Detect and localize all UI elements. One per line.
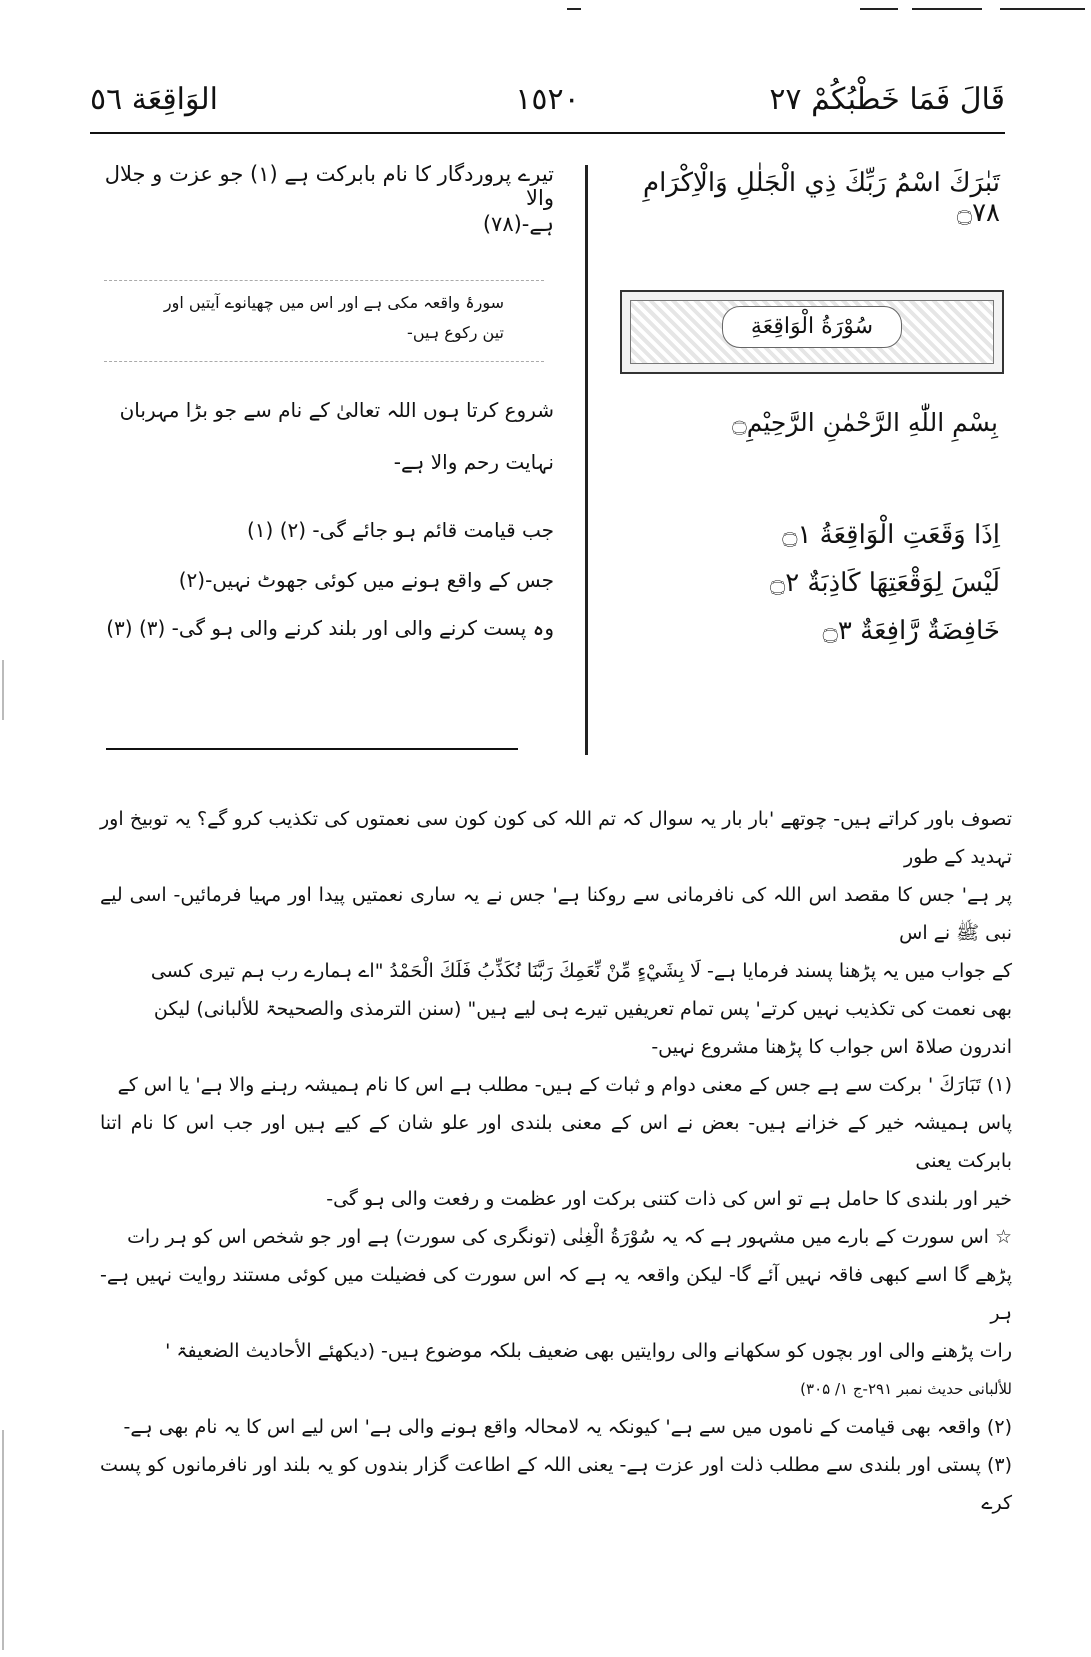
note-line: پر ہے' جس کا مقصد اس اللہ کی نافرمانی سے روکنا ہے' جس نے یہ ساری نعمتیں پیدا اور مہیا فرمائیں- اسی لیے نبی ﷺ نے اس — [100, 884, 1012, 944]
note-line: بھی نعمت کی تکذیب نہیں کرتے' پس تمام تعریفیں تیرے ہی لیے ہیں" (سنن الترمذی والصحیحۃ للألبانی) لیکن — [153, 998, 1012, 1020]
note-line: تصوف باور کراتے ہیں- چوتھے 'بار بار یہ سوال کہ تم اللہ کی کون کون سی نعمتوں کی تکذیب کرو گے؟ یہ توبیخ اور تہدید کے طور — [100, 808, 1012, 868]
scan-edge — [2, 1430, 4, 1650]
translation-2: جس کے واقع ہونے میں کوئی جھوٹ نہیں-(۲) — [178, 568, 554, 592]
surah-title: سُوْرَةُ الْوَاقِعَةِ — [722, 306, 902, 348]
scan-mark — [1000, 8, 1085, 10]
note-line: پاس ہمیشہ خیر کے خزانے ہیں- بعض نے اس کے معنی بلندی اور علو شان کے کیے ہیں اور جب اس کا نام اتنا بابرکت یعنی — [100, 1112, 1012, 1172]
bismillah: بِسْمِ اللّٰهِ الرَّحْمٰنِ الرَّحِيْمِ۝ — [732, 408, 998, 437]
page-header — [90, 82, 1005, 132]
note-line: ☆ اس سورت کے بارے میں مشہور ہے کہ یہ سُوْرَةُ الْغِنٰى (تونگری کی سورت) ہے اور جو شخص اس کو ہر رات — [127, 1226, 1012, 1248]
verse-78: تَبٰرَكَ اسْمُ رَبِّكَ ذِي الْجَلٰلِ وَالْاِكْرَامِ ۝٧٨ — [642, 168, 1000, 228]
scan-edge — [2, 660, 4, 720]
intro-line1: سورۂ واقعہ مکی ہے اور اس میں چھیانوے آیتیں اور — [163, 293, 504, 312]
note-line: (۳) پستی اور بلندی سے مطلب ذلت اور عزت ہے- یعنی اللہ کے اطاعت گزار بندوں کو یہ بلند اور نافرمانوں کو پست کرے — [100, 1454, 1012, 1514]
note-line: خیر اور بلندی کا حامل ہے تو اس کی ذات کتنی برکت اور عظمت و رفعت والی ہو گی- — [326, 1188, 1012, 1210]
note-line: (۱) تَبَارَكَ ' برکت سے ہے جس کے معنی دوام و ثبات کے ہیں- مطلب ہے اس کا نام ہمیشہ رہنے والا ہے' یا اس کے — [117, 1074, 1012, 1096]
scan-mark — [912, 8, 982, 10]
intro-line2: تین رکوع ہیں- — [407, 323, 504, 342]
bismillah-translation-line1: شروع کرتا ہوں اللہ تعالیٰ کے نام سے جو بڑا مہربان — [119, 398, 554, 422]
juz-title: قَالَ فَمَا خَطْبُكُمْ ٢٧ — [769, 82, 1005, 117]
surah-title-frame — [620, 290, 1004, 374]
note-line: (۲) واقعہ بھی قیامت کے ناموں میں سے ہے' کیونکہ یہ لامحالہ واقع ہونے والی ہے' اس لیے اس کا یہ نام بھی ہے- — [123, 1416, 1012, 1438]
verse-1: اِذَا وَقَعَتِ الْوَاقِعَةُ ۝١ — [782, 520, 1000, 550]
note-line: اندرون صلاۃ اس جواب کا پڑھنا مشروع نہیں- — [651, 1036, 1012, 1058]
header-rule — [90, 132, 1005, 134]
surah-intro-box — [104, 280, 544, 362]
footnote-rule — [106, 748, 518, 750]
translation-1: جب قیامت قائم ہو جائے گی- (۲) (۱) — [246, 518, 554, 542]
scan-mark — [567, 8, 581, 10]
column-divider — [585, 165, 588, 755]
note-line: کے جواب میں یہ پڑھنا پسند فرمایا ہے- لَا بِشَيْءٍ مِّنْ نِّعَمِكَ رَبَّنَا نُكَذِّبُ فَلَكَ الْحَمْدُ "اے ہمارے رب ہم تیری کسی — [150, 960, 1012, 982]
surah-header-title: الوَاقِعَة ٥٦ — [90, 82, 218, 117]
scan-mark — [860, 8, 898, 10]
translation-3: وہ پست کرنے والی اور بلند کرنے والی ہو گی- (۳) (۳) — [106, 616, 554, 640]
note-line: للألبانی حدیث نمبر ۲۹۱-ج ۱/ ۳۰۵) — [800, 1380, 1012, 1398]
verse-2: لَيْسَ لِوَقْعَتِهَا كَاذِبَةٌ ۝٢ — [769, 568, 1000, 598]
translation-78-line1: تیرے پروردگار کا نام بابرکت ہے (۱) جو عزت و جلال والا — [104, 162, 554, 210]
note-line: پڑھے گا اسے کبھی فاقہ نہیں آئے گا- لیکن واقعہ یہ ہے کہ اس سورت کی فضیلت میں کوئی مستند روایت نہیں ہے- ہر — [100, 1264, 1012, 1324]
verse-3: خَافِضَةٌ رَّافِعَةٌ ۝٣ — [822, 616, 1000, 646]
bismillah-translation-line2: نہایت رحم والا ہے- — [393, 450, 554, 474]
footnotes — [100, 800, 1012, 1522]
page-number: ١٥٢٠ — [515, 82, 580, 117]
translation-78-line2: ہے-(۷۸) — [482, 212, 554, 236]
note-line: رات پڑھنے والی اور بچوں کو سکھانے والی روایتیں بھی ضعیف بلکہ موضوع ہیں- (دیکھئے الأحادیث الضعیفۃ ' — [165, 1340, 1012, 1362]
